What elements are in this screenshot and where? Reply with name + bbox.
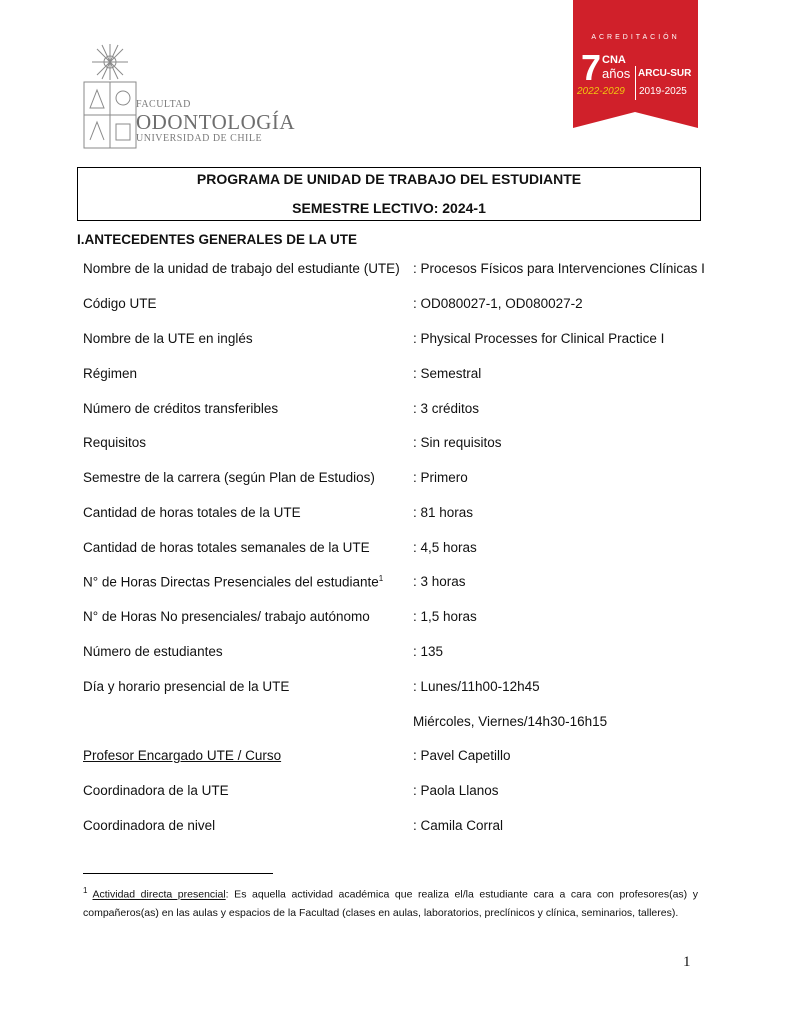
row-value: : 3 créditos: [413, 401, 480, 416]
accreditation-period-arcu: 2019-2025: [639, 86, 687, 97]
row-value: : 135: [413, 644, 444, 659]
document-semester: SEMESTRE LECTIVO: 2024-1: [292, 200, 486, 216]
info-row-weekly-hours: [83, 540, 703, 560]
row-label: Coordinadora de la UTE: [83, 783, 229, 798]
accreditation-years-number: 7: [581, 47, 602, 88]
page-number: 1: [683, 954, 691, 970]
row-value: : Primero: [413, 470, 468, 485]
row-value: : OD080027-1, OD080027-2: [413, 296, 583, 311]
row-label: Régimen: [83, 366, 138, 381]
info-row-professor: [83, 748, 703, 768]
row-label: Coordinadora de nivel: [83, 818, 216, 833]
row-label: Número de créditos transferibles: [83, 401, 279, 416]
footnote-ref: 1: [378, 574, 384, 583]
row-label: Semestre de la carrera (según Plan de Estudios): [83, 470, 375, 485]
row-value: : Sin requisitos: [413, 435, 502, 450]
logo-university-name: UNIVERSIDAD DE CHILE: [136, 133, 263, 144]
accreditation-arcu: ARCU-SUR: [638, 68, 692, 79]
row-label: Número de estudiantes: [83, 644, 223, 659]
row-value: : Pavel Capetillo: [413, 748, 511, 763]
row-label: Cantidad de horas totales de la UTE: [83, 505, 301, 520]
row-label: Profesor Encargado UTE / Curso: [83, 748, 282, 763]
info-row-code: [83, 296, 703, 316]
footnote-term: Actividad directa presencial: [92, 888, 226, 901]
footnote: [83, 882, 698, 922]
row-value: : Procesos Físicos para Intervenciones Clínicas I: [413, 261, 705, 276]
row-value: : 3 horas: [413, 574, 466, 589]
footnote-marker: 1: [83, 886, 88, 895]
row-value: : 1,5 horas: [413, 609, 477, 624]
row-label-text: N° de Horas Directas Presenciales del estudiante: [83, 574, 379, 590]
logo-faculty-name: ODONTOLOGÍA: [136, 110, 296, 134]
row-label: Nombre de la unidad de trabajo del estudiante (UTE): [83, 261, 400, 276]
info-row-total-hours: [83, 505, 703, 525]
row-value: : Paola Llanos: [413, 783, 499, 798]
info-row-schedule: [83, 679, 703, 699]
row-label: Nombre de la UTE en inglés: [83, 331, 253, 346]
row-value: : Lunes/11h00-12h45: [413, 679, 540, 694]
document-title: PROGRAMA DE UNIDAD DE TRABAJO DEL ESTUDIANTE: [196, 171, 582, 187]
row-label: Requisitos: [83, 435, 147, 450]
info-row-english-name: [83, 331, 703, 351]
info-row-students: [83, 644, 703, 664]
row-label: Cantidad de horas totales semanales de la UTE: [83, 540, 370, 555]
accreditation-divider: [635, 66, 636, 100]
row-value: : Camila Corral: [413, 818, 504, 833]
document-title-box: [77, 167, 701, 221]
info-row-semester: [83, 470, 703, 490]
row-value: Miércoles, Viernes/14h30-16h15: [413, 714, 608, 729]
row-label: [83, 574, 383, 590]
row-value: : Physical Processes for Clinical Practice I: [413, 331, 665, 346]
accreditation-cna: CNA: [602, 54, 626, 66]
section-heading: I.ANTECEDENTES GENERALES DE LA UTE: [77, 232, 358, 247]
info-row-regime: [83, 366, 703, 386]
info-row-coordinator: [83, 783, 703, 803]
info-row-level-coordinator: [83, 818, 703, 838]
accreditation-badge: [573, 0, 698, 135]
info-row-schedule-cont: [83, 714, 703, 734]
accreditation-years-word: años: [602, 66, 631, 81]
info-row-credits: [83, 401, 703, 421]
info-row-ute-name: [83, 261, 703, 281]
row-label: N° de Horas No presenciales/ trabajo autónomo: [83, 609, 370, 624]
accreditation-period-cna: 2022-2029: [577, 86, 625, 97]
info-row-requirements: [83, 435, 703, 455]
row-label: Día y horario presencial de la UTE: [83, 679, 290, 694]
footnote-text: : Es aquella actividad académica que realiza el/la estudiante cara a cara con profesores(as) y compañeros(as) en las aulas y espacios de la Facultad (clases en aulas, laboratorios, preclínicos y clínica, seminarios, talleres).: [83, 888, 699, 919]
row-label: Código UTE: [83, 296, 157, 311]
row-value: : 81 horas: [413, 505, 474, 520]
row-value: : 4,5 horas: [413, 540, 477, 555]
footnote-divider: [83, 873, 273, 874]
logo-faculty-label: FACULTAD: [136, 99, 191, 110]
accreditation-heading: ACREDITACIÓN: [591, 34, 680, 41]
university-crest-icon: [80, 42, 140, 152]
info-row-autonomous-hours: [83, 609, 703, 629]
faculty-logo: [80, 42, 296, 152]
row-value: : Semestral: [413, 366, 482, 381]
info-row-direct-hours: [83, 574, 703, 594]
